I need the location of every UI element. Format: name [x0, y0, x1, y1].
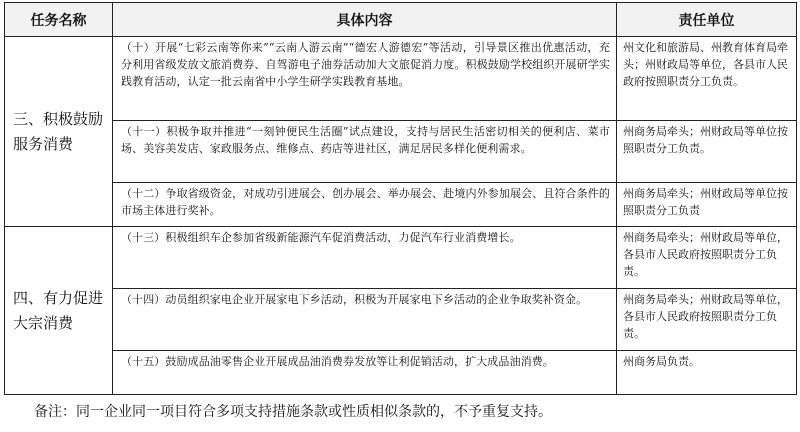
task-name-cell: 三、积极鼓励服务消费: [5, 37, 113, 227]
unit-cell: 州商务局牵头；州财政局等单位按照职责分工负责: [617, 183, 797, 227]
unit-cell: 州商务局牵头；州财政局等单位，各县市人民政府按照职责分工负责。: [617, 289, 797, 351]
table-row: [5, 37, 797, 121]
content-cell: （十）开展“七彩云南等你来”“云南人游云南”“德宏人游德宏”等活动，引导景区推出优惠活动，充分利用省级发放文旅消费券、自驾游电子油券活动加大文旅促消力度。积极鼓励学校组织开展研学实践教育活动，认定一批云南省中小学生研学实践教育基地。: [113, 37, 617, 121]
content-cell: （十二）争取省级资金，对成功引进展会、创办展会、举办展会、赴境内外参加展会、且符合条件的市场主体进行奖补。: [113, 183, 617, 227]
unit-cell: 州商务局牵头；州财政局等单位，各县市人民政府按照职责分工负责。: [617, 227, 797, 289]
header-task-name: 任务名称: [5, 3, 113, 37]
unit-cell: 州商务局牵头；州财政局等单位按照职责分工负责。: [617, 121, 797, 183]
unit-cell: 州文化和旅游局、州教育体育局牵头；州财政局等单位，各县市人民政府按照职责分工负责。: [617, 37, 797, 121]
header-content: 具体内容: [113, 3, 617, 37]
table-header-row: [5, 3, 797, 37]
content-cell: （十三）积极组织车企参加省级新能源汽车促消费活动，力促汽车行业消费增长。: [113, 227, 617, 289]
table-row: [5, 351, 797, 395]
task-name-cell: 四、有力促进大宗消费: [5, 227, 113, 395]
table-row: [5, 121, 797, 183]
policy-table: [4, 2, 797, 395]
unit-cell: 州商务局负责。: [617, 351, 797, 395]
header-responsible-unit: 责任单位: [617, 3, 797, 37]
table-row: [5, 289, 797, 351]
table-row: [5, 227, 797, 289]
content-cell: （十四）动员组织家电企业开展家电下乡活动，积极为开展家电下乡活动的企业争取奖补资金。: [113, 289, 617, 351]
footnote: 备注：同一企业同一项目符合多项支持措施条款或性质相似条款的，不予重复支持。: [34, 404, 552, 420]
content-cell: （十一）积极争取并推进“一刻钟便民生活圈”试点建设，支持与居民生活密切相关的便利店、菜市场、美容美发店、家政服务点、维修点、药店等进社区，满足居民多样化便利需求。: [113, 121, 617, 183]
table-row: [5, 183, 797, 227]
content-cell: （十五）鼓励成品油零售企业开展成品油消费券发放等让利促销活动，扩大成品油消费。: [113, 351, 617, 395]
